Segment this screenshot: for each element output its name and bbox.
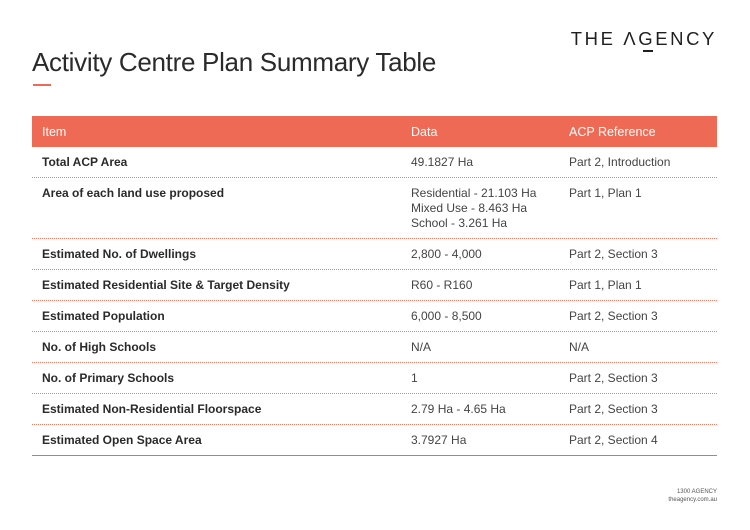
row-data (411, 278, 569, 293)
row-data-value: Mixed Use - 8.463 Ha (411, 201, 528, 215)
row-data-value: 6,000 - 8,500 (411, 309, 482, 323)
row-reference: Part 2, Section 3 (569, 247, 658, 261)
row-item: Total ACP Area (42, 155, 128, 169)
table-row (32, 239, 717, 270)
row-reference: Part 2, Section 4 (569, 433, 658, 447)
header-reference: ACP Reference (569, 124, 656, 139)
row-item: Estimated Non-Residential Floorspace (42, 402, 262, 416)
row-data-value: Residential - 21.103 Ha (411, 186, 537, 200)
row-reference: Part 2, Section 3 (569, 309, 658, 323)
footer-website[interactable]: theagency.com.au (668, 497, 717, 503)
row-item: Area of each land use proposed (42, 186, 225, 200)
row-data-value: 49.1827 Ha (411, 155, 474, 169)
row-item: No. of High Schools (42, 340, 156, 354)
table-row (32, 270, 717, 301)
table-row (32, 178, 717, 239)
table-row (32, 147, 717, 178)
row-data (411, 433, 569, 448)
row-data-value: 1 (411, 371, 418, 385)
row-item: Estimated Residential Site & Target Density (42, 278, 290, 292)
footer-phone: 1300 AGENCY (676, 489, 717, 495)
summary-table (32, 116, 717, 456)
page-title: Activity Centre Plan Summary Table (32, 47, 437, 77)
row-data-value: R60 - R160 (411, 278, 473, 292)
row-data (411, 340, 569, 355)
row-data-value: 2,800 - 4,000 (411, 247, 482, 261)
header-item: Item (42, 124, 67, 139)
row-data-value: N/A (411, 340, 432, 354)
table-header (32, 116, 717, 147)
row-data (411, 402, 569, 417)
brand-logo: THE ΛGENCY (570, 28, 717, 49)
header-data: Data (411, 124, 438, 139)
row-item: Estimated No. of Dwellings (42, 247, 197, 261)
row-item: Estimated Open Space Area (42, 433, 202, 447)
row-reference: Part 1, Plan 1 (569, 278, 642, 292)
table-row (32, 332, 717, 363)
table-row (32, 394, 717, 425)
row-reference: Part 2, Section 3 (569, 371, 658, 385)
row-item: Estimated Population (42, 309, 165, 323)
row-reference: Part 1, Plan 1 (569, 186, 642, 200)
table-row (32, 425, 717, 456)
row-data (411, 186, 569, 231)
row-reference: Part 2, Introduction (569, 155, 671, 169)
footer-contact (668, 488, 717, 504)
row-data-value: 3.7927 Ha (411, 433, 467, 447)
row-data (411, 247, 569, 262)
table-row (32, 301, 717, 332)
row-item: No. of Primary Schools (42, 371, 175, 385)
row-data (411, 155, 569, 170)
table-row (32, 363, 717, 394)
row-data-value: 2.79 Ha - 4.65 Ha (411, 402, 506, 416)
row-reference: Part 2, Section 3 (569, 402, 658, 416)
row-reference: N/A (569, 340, 590, 354)
row-data (411, 371, 569, 386)
title-accent-rule (33, 84, 51, 86)
row-data (411, 309, 569, 324)
brand-logo-underline (643, 50, 653, 52)
row-data-value: School - 3.261 Ha (411, 216, 508, 230)
